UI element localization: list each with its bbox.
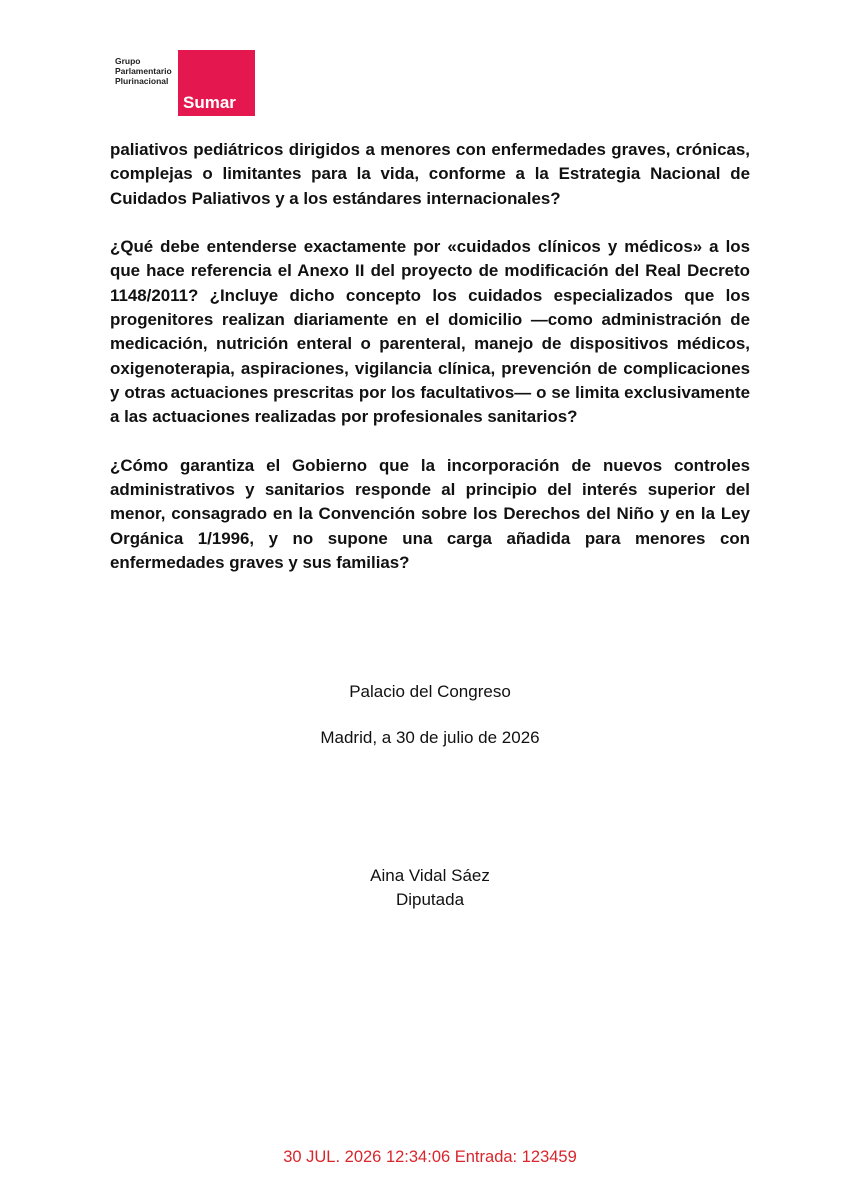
logo-line-plurinacional: Plurinacional (115, 76, 169, 86)
date-line: Madrid, a 30 de julio de 2026 (320, 728, 540, 747)
paragraph-3: ¿Cómo garantiza el Gobierno que la incorporación de nuevos controles administrativos y sanitarios responde al principio del interés superior del menor, consagrado en la Convención sobre los Derechos del Niño y en la Ley Orgánica 1/1996, y no supone una carga añadida para menores con enfermedades graves y sus familias? (110, 455, 750, 573)
logo-text (115, 56, 172, 86)
signature-block (330, 864, 530, 912)
logo-line-grupo: Grupo (115, 56, 141, 66)
place-line: Palacio del Congreso (349, 682, 511, 701)
signer-role: Diputada (395, 890, 465, 909)
registry-stamp: 30 JUL. 2026 12:34:06 Entrada: 123459 (283, 1148, 577, 1166)
logo-brand-name: Sumar (183, 93, 236, 112)
paragraph-2: ¿Qué debe entenderse exactamente por «cuidados clínicos y médicos» a los que hace referencia el Anexo II del proyecto de modificación del Real Decreto 1148/2011? ¿Incluye dicho concepto los cuidados especializados que los progenitores realizan diariamente en el domicilio —como administración de medicación, nutrición enteral o parenteral, manejo de dispositivos médicos, oxigenoterapia, aspiraciones, vigilancia clínica, prevención de complicaciones y otras actuaciones prescritas por los facultativos— o se limita exclusivamente a las actuaciones realizadas por profesionales sanitarios? (110, 237, 750, 427)
question-text (110, 138, 750, 600)
logo-line-parlamentario: Parlamentario (115, 66, 172, 76)
paragraph-1: paliativos pediátricos dirigidos a menores con enfermedades graves, crónicas, complejas o limitantes para la vida, conforme a la Estrategia Nacional de Cuidados Paliativos y a los estándares internacionales? (110, 140, 750, 208)
signer-name: Aina Vidal Sáez (370, 866, 490, 885)
party-logo (110, 50, 255, 116)
